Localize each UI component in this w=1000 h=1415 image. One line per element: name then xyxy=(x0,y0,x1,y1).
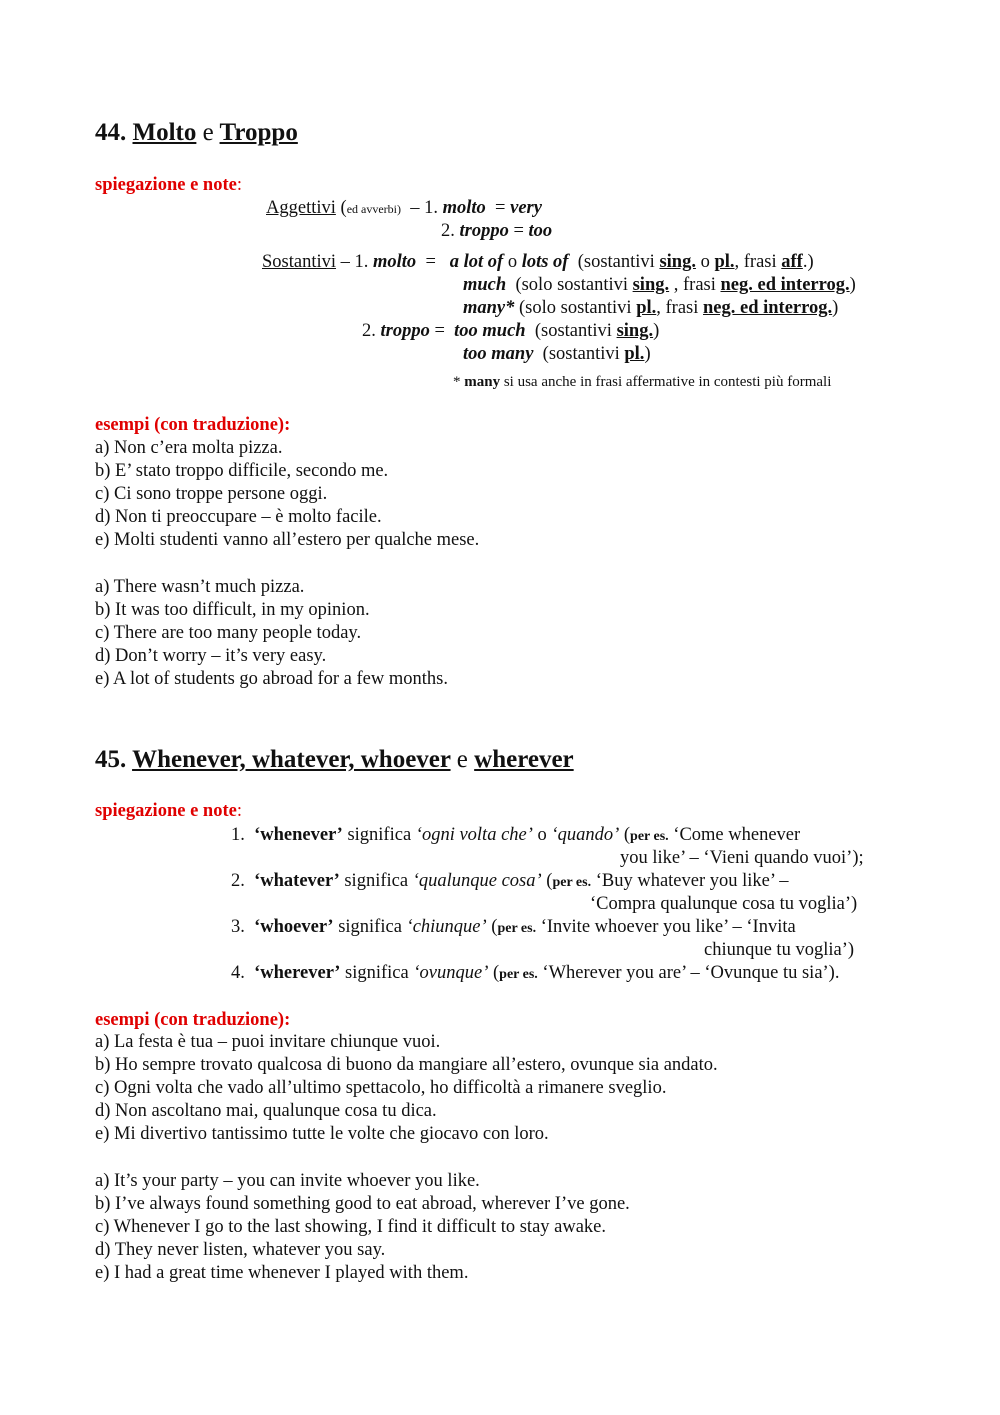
many-footnote: * many si usa anche in frasi affermative in contesti più formali xyxy=(453,374,832,390)
example-line: e) I had a great time whenever I played with them. xyxy=(95,1263,469,1283)
section-45-examples-label: esempi (con traduzione): xyxy=(95,1010,291,1030)
sostantivi-row-toomany: too many (sostantivi pl.) xyxy=(463,344,651,364)
section-45-italian-examples xyxy=(95,1031,718,1146)
aggettivi-row-2: 2. troppo = too xyxy=(441,221,553,241)
section-44-examples-label: esempi (con traduzione): xyxy=(95,415,291,435)
example-line: a) It’s your party – you can invite whoever you like. xyxy=(95,1171,480,1191)
section-45-heading xyxy=(95,746,574,774)
section-45-notes-label: spiegazione e note: xyxy=(95,801,242,821)
example-line: b) Ho sempre trovato qualcosa di buono da mangiare all’estero, ovunque sia andato. xyxy=(95,1055,718,1075)
example-line: b) E’ stato troppo difficile, secondo me. xyxy=(95,461,389,481)
example-line: a) La festa è tua – puoi invitare chiunque vuoi. xyxy=(95,1032,441,1052)
section-44-notes-label: spiegazione e note: xyxy=(95,175,242,195)
example-line: e) Molti studenti vanno all’estero per qualche mese. xyxy=(95,530,480,550)
section-44-word-troppo: Troppo xyxy=(219,119,298,146)
example-line: d) Non ascoltano mai, qualunque cosa tu dica. xyxy=(95,1101,437,1121)
rule-item-whenever: 1. ‘whenever’ significa ‘ogni volta che’ o ‘quando’ (per es. ‘Come whenever xyxy=(231,825,801,845)
rule-item-whatever: 2. ‘whatever’ significa ‘qualunque cosa’ (per es. ‘Buy whatever you like’ – xyxy=(231,871,789,891)
example-line: b) It was too difficult, in my opinion. xyxy=(95,600,370,620)
rule-item-whenever-cont: you like’ – ‘Vieni quando vuoi’); xyxy=(620,848,864,868)
example-line: d) They never listen, whatever you say. xyxy=(95,1240,386,1260)
example-line: b) I’ve always found something good to eat abroad, wherever I’ve gone. xyxy=(95,1194,630,1214)
example-line: d) Don’t worry – it’s very easy. xyxy=(95,646,327,666)
section-45-english-examples xyxy=(95,1170,630,1285)
aggettivi-row-1: Aggettivi (ed avverbi) – 1. molto = very xyxy=(266,198,542,218)
section-45-number: 45. xyxy=(95,746,127,773)
sostantivi-row-troppo: 2. troppo = too much (sostantivi sing.) xyxy=(362,321,660,341)
sostantivi-row-many: many* (solo sostantivi pl., frasi neg. ed interrog.) xyxy=(463,298,839,318)
example-line: a) Non c’era molta pizza. xyxy=(95,438,283,458)
example-line: a) There wasn’t much pizza. xyxy=(95,577,305,597)
example-line: c) Ogni volta che vado all’ultimo spettacolo, ho difficoltà a rimanere sveglio. xyxy=(95,1078,667,1098)
section-44-conjunction: e xyxy=(202,119,214,146)
rule-item-whatever-cont: ‘Compra qualunque cosa tu voglia’) xyxy=(590,894,858,914)
rule-item-whoever-cont: chiunque tu voglia’) xyxy=(704,940,855,960)
example-line: c) Whenever I go to the last showing, I find it difficult to stay awake. xyxy=(95,1217,607,1237)
section-44-heading xyxy=(95,119,298,147)
example-line: e) Mi divertivo tantissimo tutte le volte che giocavo con loro. xyxy=(95,1124,549,1144)
section-44-number: 44. xyxy=(95,119,127,146)
example-line: e) A lot of students go abroad for a few months. xyxy=(95,669,448,689)
section-45-conjunction: e xyxy=(456,746,468,773)
example-line: d) Non ti preoccupare – è molto facile. xyxy=(95,507,382,527)
section-44-english-examples xyxy=(95,576,448,691)
sostantivi-row-1: Sostantivi – 1. molto = a lot of o lots of (sostantivi sing. o pl., frasi aff.) xyxy=(262,252,814,272)
rule-item-wherever: 4. ‘wherever’ significa ‘ovunque’ (per es. ‘Wherever you are’ – ‘Ovunque tu sia’). xyxy=(231,963,840,983)
section-44-italian-examples xyxy=(95,437,479,552)
example-line: c) There are too many people today. xyxy=(95,623,362,643)
section-44-word-molto: Molto xyxy=(132,119,197,146)
example-line: c) Ci sono troppe persone oggi. xyxy=(95,484,328,504)
section-45-words: Whenever, whatever, whoever xyxy=(132,746,451,773)
rule-item-whoever: 3. ‘whoever’ significa ‘chiunque’ (per es. ‘Invite whoever you like’ – ‘Invita xyxy=(231,917,796,937)
section-45-word-wherever: wherever xyxy=(474,746,574,773)
sostantivi-row-much: much (solo sostantivi sing. , frasi neg. ed interrog.) xyxy=(463,275,856,295)
